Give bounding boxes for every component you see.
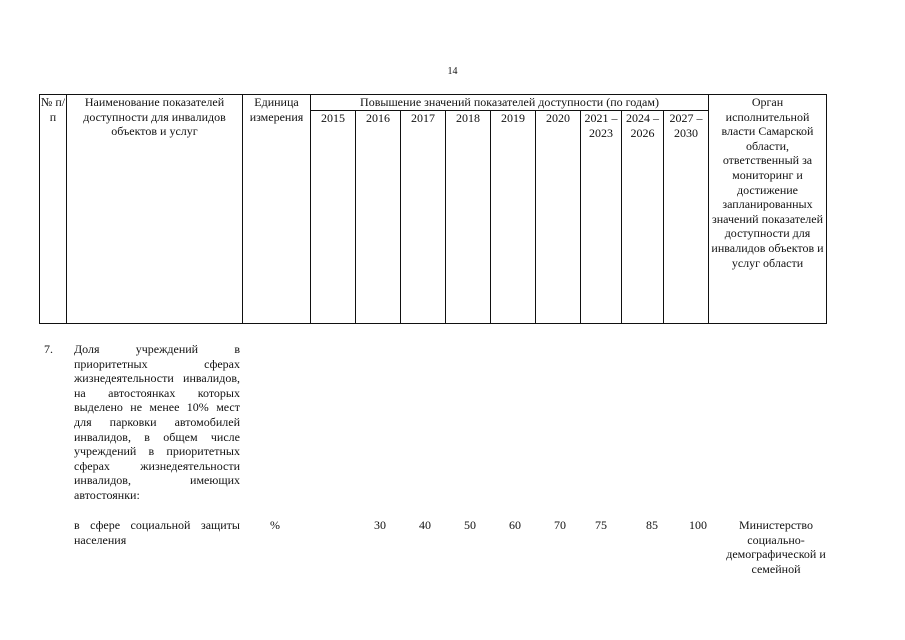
- row-7-number: 7.: [44, 342, 53, 356]
- year-header: 2018: [446, 111, 491, 324]
- year-header: 2019: [491, 111, 536, 324]
- column-header-increase: Повышение значений показателей доступности (по годам): [311, 95, 709, 111]
- year-header: 2017: [401, 111, 446, 324]
- value-2016: 30: [374, 518, 386, 532]
- year-header: 2027 – 2030: [664, 111, 709, 324]
- column-header-organ: Орган исполнительной власти Самарской области, ответственный за мониторинг и достижение запланированных значений показателей доступности для инвалидов объектов и услуг области: [709, 95, 827, 324]
- year-header: 2021 – 2023: [581, 111, 622, 324]
- value-2019: 60: [509, 518, 521, 532]
- value-2027-2030: 100: [689, 518, 707, 532]
- year-header: 2020: [536, 111, 581, 324]
- row-7-indicator-text: Доля учреждений в приоритетных сферах жизнедеятельности инвалидов, на автостоянках которых выделено не менее 10% мест для парковки автомобилей инвалидов, в общем числе учреждений в приоритетных сферах жизнедеятельности инвалидов, имеющих автостоянки:: [74, 342, 240, 502]
- column-header-name: Наименование показателей доступности для инвалидов объектов и услуг: [67, 95, 243, 324]
- sub-row-unit: %: [270, 518, 280, 532]
- indicator-table-header: [39, 94, 827, 324]
- value-2021-2023: 75: [595, 518, 607, 532]
- sub-row-indicator-text: в сфере социальной защиты населения: [74, 518, 240, 547]
- year-header: 2015: [311, 111, 356, 324]
- page-number: 14: [447, 66, 458, 77]
- value-2018: 50: [464, 518, 476, 532]
- value-2024-2026: 85: [646, 518, 658, 532]
- year-header: 2016: [356, 111, 401, 324]
- value-2020: 70: [554, 518, 566, 532]
- value-2017: 40: [419, 518, 431, 532]
- year-header: 2024 – 2026: [622, 111, 664, 324]
- sub-row-organ: Министерство социально-демографической и семейной: [726, 518, 826, 576]
- column-header-number: № п/п: [40, 95, 67, 324]
- column-header-unit: Единица измерения: [243, 95, 311, 324]
